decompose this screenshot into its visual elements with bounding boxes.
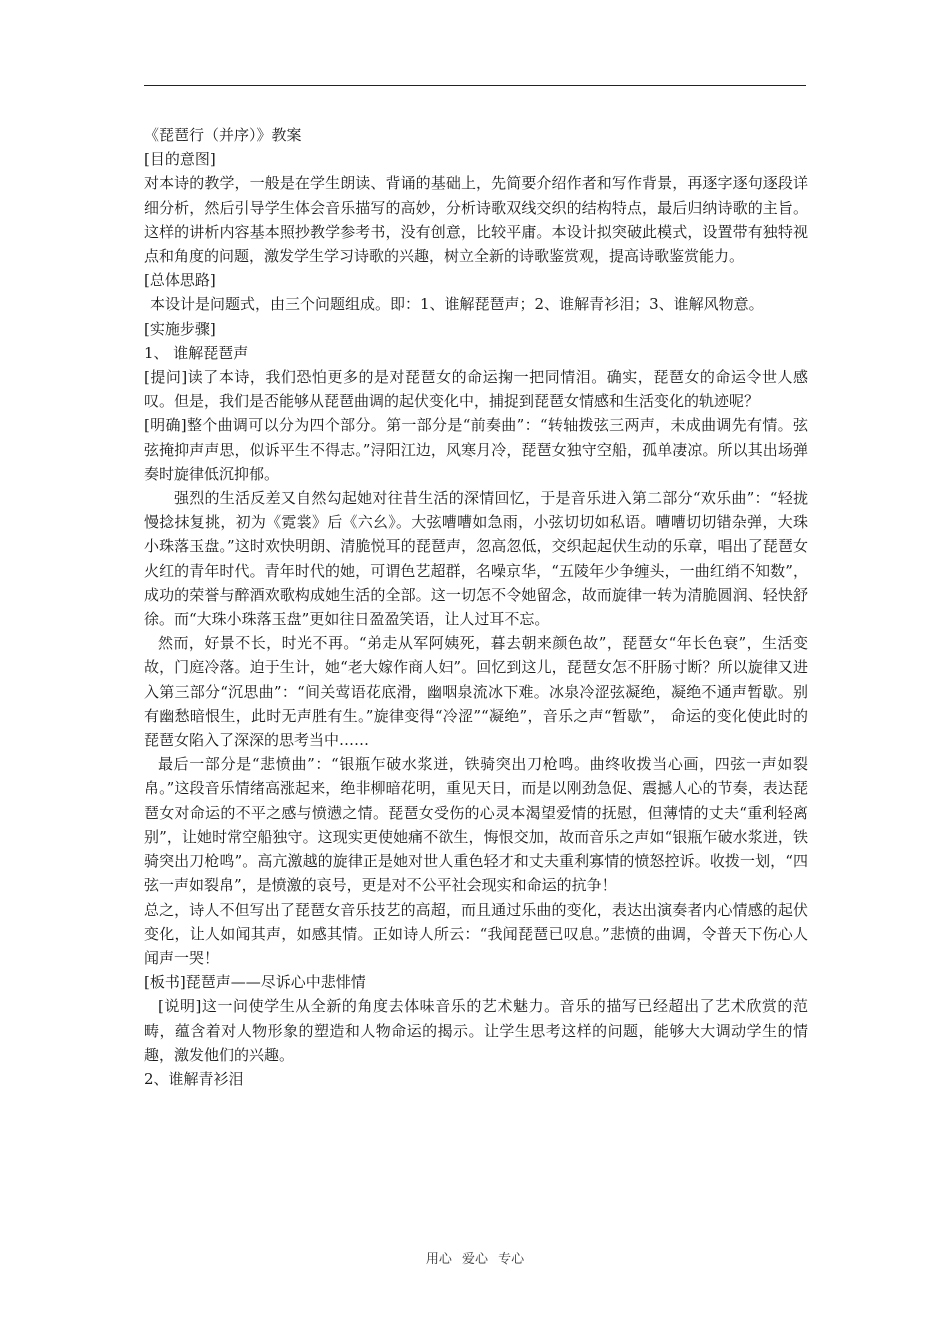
paragraph-grief-music: 最后一部分是“悲愤曲”：“银瓶乍破水浆迸，铁骑突出刀枪鸣。曲终收拨当心画，四弦一声如裂帛。”这段音乐情绪高涨起来，绝非柳暗花明，重见天日，而是以刚劲急促、震撼人心的节奏，表达琵琶女对命运的不平之感与愤懑之情。琵琶女受伤的心灵本渴望爱情的抚慰，但薄情的丈夫“重利轻离别”，让她时常空船独守。这现实更使她痛不欲生，悔恨交加，故而音乐之声如“银瓶乍破水浆迸，铁骑突出刀枪鸣”。高亢激越的旋律正是她对世人重色轻才和丈夫重利寡情的愤怒控诉。收拨一划，“四弦一声如裂帛”，是愤激的哀号，更是对不公平社会现实和命运的抗争！	[144, 755, 808, 895]
paragraph-purpose: 对本诗的教学，一般是在学生朗读、背诵的基础上，先简要介绍作者和写作背景，再逐字逐句逐段详细分析，然后引导学生体会音乐描写的高妙，分析诗歌双线交织的结构特点，最后归纳诗歌的主旨。这样的讲析内容基本照抄教学参考书，没有创意，比较平庸。本设计拟突破此模式，设置带有独特视点和角度的问题，激发学生学习诗歌的兴趣，树立全新的诗歌鉴赏观，提高诗歌鉴赏能力。	[144, 174, 808, 266]
paragraph-board: [板书]琵琶声——尽诉心中悲悱情	[144, 973, 366, 992]
document-body	[144, 123, 808, 1091]
header-rule	[144, 85, 806, 86]
paragraph-joyful-music: 强烈的生活反差又自然勾起她对往昔生活的深情回忆，于是音乐进入第二部分“欢乐曲”：“轻拢慢捻抹复挑，初为《霓裳》后《六幺》。大弦嘈嘈如急雨，小弦切切如私语。嘈嘈切切错杂弹，大珠小珠落玉盘。”这时欢快明朗、清脆悦耳的琵琶声，忽高忽低，交织起起伏生动的乐章，唱出了琵琶女火红的青年时代。青年时代的她，可谓色艺超群，名噪京华，“五陵年少争缠头，一曲红绡不知数”，成功的荣誉与醉酒欢歌构成她生活的全部。这一切怎不令她留念，故而旋律一转为清脆圆润、轻快舒徐。而“大珠小珠落玉盘”更如往日盈盈笑语，让人过耳不忘。	[144, 489, 808, 629]
paragraph-explanation: [说明]这一问使学生从全新的角度去体味音乐的艺术魅力。音乐的描写已经超出了艺术欣赏的范畴，蕴含着对人物形象的塑造和人物命运的揭示。让学生思考这样的问题，能够大大调动学生的情趣，激发他们的兴趣。	[144, 997, 808, 1064]
section-heading-purpose: [目的意图]	[144, 150, 216, 169]
subheading-blue-robe-tears: 2、谁解青衫泪	[144, 1069, 244, 1088]
page-footer: 用心 爱心 专心	[425, 1252, 525, 1267]
paragraph-overall: 本设计是问题式，由三个问题组成。即：1、谁解琵琶声；2、谁解青衫泪；3、谁解风物意。	[150, 295, 764, 314]
paragraph-clarify: [明确]整个曲调可以分为四个部分。第一部分是“前奏曲”：“转轴拨弦三两声，未成曲调先有情。弦弦掩抑声声思，似诉平生不得志。”浔阳江边，风寒月冷，琵琶女独守空船，孤单凄凉。所以其出场弹奏时旋律低沉抑郁。	[144, 416, 808, 483]
section-heading-overall: [总体思路]	[144, 271, 216, 290]
paragraph-pensive-music: 然而，好景不长，时光不再。“弟走从军阿姨死，暮去朝来颜色故”，琵琶女“年长色衰”，生活变故，门庭冷落。迫于生计，她“老大嫁作商人妇”。回忆到这儿，琵琶女怎不肝肠寸断？所以旋律又进入第三部分“沉思曲”：“间关莺语花底滑，幽咽泉流冰下难。冰泉冷涩弦凝绝，凝绝不通声暂歇。别有幽愁暗恨生，此时无声胜有生。”旋律变得“冷涩”“凝绝”，音乐之声“暂歇”， 命运的变化使此时的琵琶女陷入了深深的思考当中……	[144, 634, 808, 750]
document-title: 《琵琶行（并序）》教案	[144, 126, 302, 144]
subheading-pipa-sound: 1、 谁解琵琶声	[144, 343, 249, 362]
section-heading-steps: [实施步骤]	[144, 319, 216, 338]
paragraph-summary: 总之，诗人不但写出了琵琶女音乐技艺的高超，而且通过乐曲的变化，表达出演奏者内心情感的起伏变化，让人如闻其声，如感其情。正如诗人所云：“我闻琵琶已叹息。”悲愤的曲调，令普天下伤心人闻声一哭！	[144, 900, 808, 967]
paragraph-question: [提问]读了本诗，我们恐怕更多的是对琵琶女的命运掬一把同情泪。确实，琵琶女的命运令世人感叹。但是，我们是否能够从琵琶曲调的起伏变化中，捕捉到琵琶女情感和生活变化的轨迹呢？	[144, 368, 808, 411]
